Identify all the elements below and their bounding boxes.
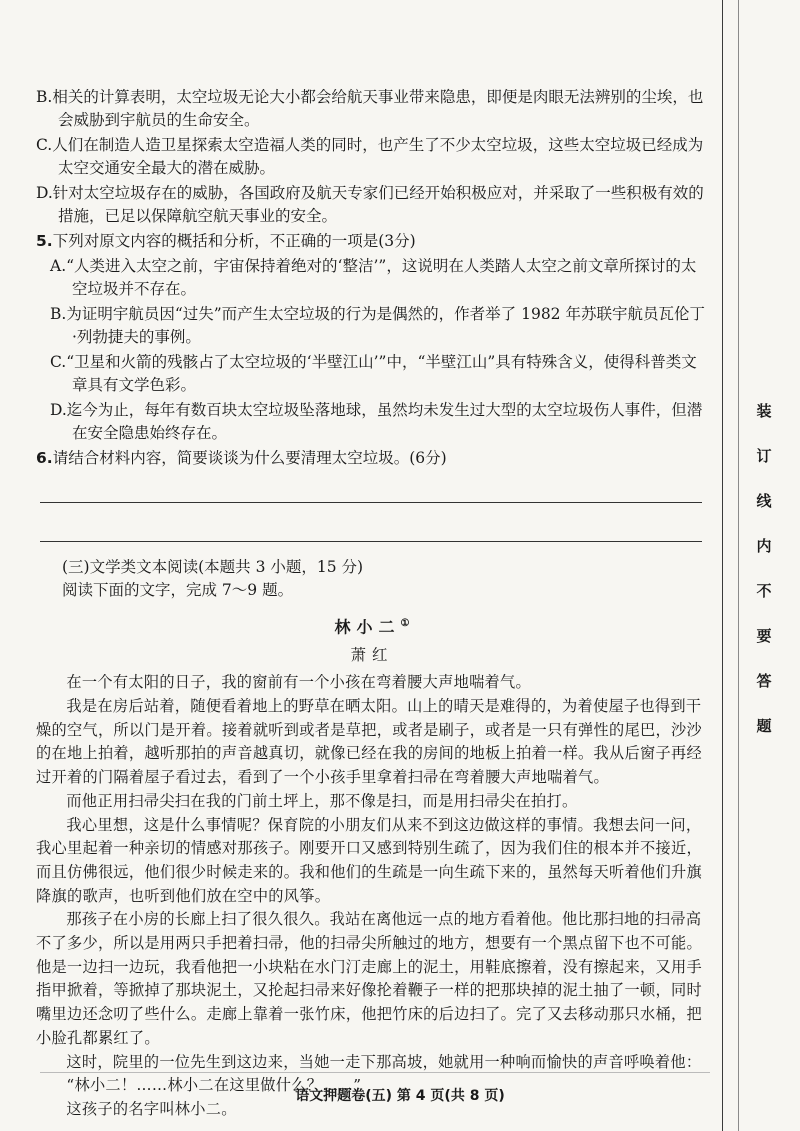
section-3-instruction: 阅读下面的文字，完成 7～9 题。 (62, 581, 294, 599)
question-5-text: 下列对原文内容的概括和分析，不正确的一项是(3分) (52, 232, 416, 250)
q5-option-c: C.“卫星和火箭的残骸占了太空垃圾的‘半壁江山’”中，“半壁江山”具有特殊含义，使得科普类文章具有文学色彩。 (50, 353, 697, 394)
article-paragraph: 我心里想，这是什么事情呢？保育院的小朋友们从来不到这边做这样的事情。我想去问一问，我心里起着一种亲切的情感对那孩子。刚要开口又感到特别生疏了，因为我们住的根本并不接近，而且仿佛很远，他们很少时候走来的。我和他们的生疏是一向生疏下来的，虽然每天听着他们升旗降旗的歌声，也听到他们放在空中的风筝。 (36, 815, 702, 905)
answer-line[interactable] (40, 511, 702, 542)
q5-option-d: D.迄今为止，每年有数百块太空垃圾坠落地球，虽然均未发生过大型的太空垃圾伤人事件，但潜在安全隐患始终存在。 (50, 401, 703, 442)
article-title-text: 林小二 (334, 617, 401, 637)
article-paragraph: “林小二！……林小二在这里做什么？……” (66, 1076, 362, 1095)
q4-option-b: B.相关的计算表明，太空垃圾无论大小都会给航天事业带来隐患，即便是肉眼无法辨别的尘埃，也会威胁到宇航员的生命安全。 (36, 88, 704, 129)
binding-char: 要 (756, 627, 772, 645)
binding-char: 内 (756, 537, 772, 555)
q5-option-b: B.为证明宇航员因“过失”而产生太空垃圾的行为是偶然的，作者举了 1982 年苏联宇航员瓦伦丁·列勃捷夫的事例。 (50, 305, 705, 346)
main-content (36, 86, 708, 1122)
article-paragraph: 我是在房后站着，随便看着地上的野草在晒太阳。山上的晴天是难得的，为着使屋子也得到干燥的空气，所以门是开着。接着就听到或者是草把，或者是刷子，或者是一只有弹性的尾巴，沙沙的在地上拍着，越听那拍的声音越真切，就像已经在我的房间的地板上拍着一样。我从后窗子再经过开着的门隔着屋子看过去，看到了一个小孩手里拿着扫帚在弯着腰大声地喘着气。 (36, 697, 702, 787)
article-title (36, 612, 708, 638)
question-6 (36, 447, 708, 470)
binding-char: 题 (756, 717, 772, 735)
section-3-heading: (三)文学类文本阅读(本题共 3 小题，15 分) (62, 558, 364, 576)
q4-option-c: C.人们在制造人造卫星探索太空造福人类的同时，也产生了不少太空垃圾，这些太空垃圾已经成为太空交通安全最大的潜在威胁。 (36, 136, 704, 177)
binding-char: 线 (756, 492, 772, 510)
binding-char: 装 (756, 402, 772, 420)
footer-divider (40, 1072, 710, 1073)
answer-line[interactable] (40, 472, 702, 503)
binding-char: 不 (756, 582, 772, 600)
q5-option-a: A.“人类进入太空之前，宇宙保持着绝对的‘整洁’”，这说明在人类踏人太空之前文章所探讨的太空垃圾并不存在。 (50, 257, 697, 298)
article-author: 萧红 (350, 646, 394, 665)
page-footer: 语文押题卷(五) 第 4 页(共 8 页) (295, 1088, 505, 1104)
footnote-mark: ① (400, 618, 410, 629)
article-paragraph: 这时，院里的一位先生到这边来，当她一走下那高坡，她就用一种响而愉快的声音呼唤着他： (66, 1052, 702, 1071)
question-5 (36, 230, 708, 253)
question-6-text: 请结合材料内容，简要谈谈为什么要清理太空垃圾。(6分) (52, 449, 447, 467)
article-paragraph: 这孩子的名字叫林小二。 (66, 1099, 237, 1118)
binding-notice (744, 400, 784, 760)
article-paragraph: 在一个有太阳的日子，我的窗前有一个小孩在弯着腰大声地喘着气。 (66, 673, 532, 692)
question-5-number: 5. (36, 232, 53, 250)
article-paragraph: 而他正用扫帚尖扫在我的门前土坪上，那不像是扫，而是用扫帚尖在拍打。 (66, 791, 578, 810)
binding-char: 答 (756, 672, 772, 690)
q4-option-d: D.针对太空垃圾存在的威胁，各国政府及航天专家们已经开始积极应对，并采取了一些积极有效的措施，已足以保障航空航天事业的安全。 (36, 184, 704, 225)
binding-line-outer (738, 0, 739, 1131)
question-6-number: 6. (36, 449, 53, 467)
article-paragraph: 那孩子在小房的长廊上扫了很久很久。我站在离他远一点的地方看着他。他比那扫地的扫帚高不了多少，所以是用两只手把着扫帚，他的扫帚尖所触过的地方，想要有一个黑点留下也不可能。他是一边扫一边玩，我看他把一小块粘在水门汀走廊上的泥土，用鞋底擦着，没有擦起来，又用手指甲掀着，等掀掉了那块泥土，又抡起扫帚来好像抡着鞭子一样的把那块掉的泥土抽了一顿，同时嘴里边还念叨了些什么。走廊上靠着一张竹床，他把竹床的后边扫了。完了又去移动那只水桶，把小脸孔都累红了。 (36, 910, 702, 1047)
binding-line (722, 0, 723, 1131)
binding-char: 订 (756, 447, 772, 465)
